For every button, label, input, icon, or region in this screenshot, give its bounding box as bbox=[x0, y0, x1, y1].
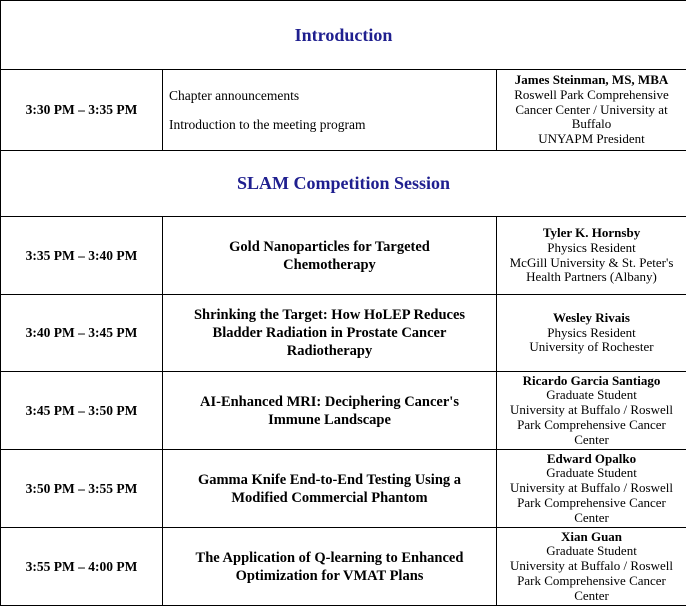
speaker-affiliation: Buffalo bbox=[499, 117, 684, 132]
talk-title bbox=[163, 295, 497, 372]
time-slot: 3:35 PM – 3:40 PM bbox=[1, 217, 163, 295]
speaker-affiliation: University of Rochester bbox=[499, 340, 684, 355]
talk-title bbox=[163, 450, 497, 528]
speaker-affiliation: Park Comprehensive Cancer bbox=[499, 418, 684, 433]
speaker-cell bbox=[497, 528, 686, 606]
agenda-row bbox=[1, 295, 686, 372]
speaker-affiliation: Center bbox=[499, 433, 684, 448]
topic-item: Introduction to the meeting program bbox=[169, 116, 490, 134]
speaker-name: Tyler K. Hornsby bbox=[499, 226, 684, 241]
talk-title-line: AI-Enhanced MRI: Deciphering Cancer's bbox=[171, 393, 488, 411]
agenda-row bbox=[1, 450, 686, 528]
time-slot: 3:55 PM – 4:00 PM bbox=[1, 528, 163, 606]
speaker-cell bbox=[497, 295, 686, 372]
talk-title-line: Radiotherapy bbox=[171, 342, 488, 360]
talk-title-line: Chemotherapy bbox=[171, 256, 488, 274]
time-slot: 3:40 PM – 3:45 PM bbox=[1, 295, 163, 372]
speaker-name: Edward Opalko bbox=[499, 452, 684, 467]
speaker-role: Graduate Student bbox=[499, 544, 684, 559]
agenda-row bbox=[1, 372, 686, 450]
speaker-name: Wesley Rivais bbox=[499, 311, 684, 326]
speaker-name: Xian Guan bbox=[499, 530, 684, 545]
speaker-role: Physics Resident bbox=[499, 326, 684, 341]
talk-title-line: Gamma Knife End-to-End Testing Using a bbox=[171, 471, 488, 489]
speaker-affiliation: University at Buffalo / Roswell bbox=[499, 403, 684, 418]
section-title-introduction: Introduction bbox=[1, 1, 686, 70]
topic-cell bbox=[163, 70, 497, 151]
time-slot: 3:50 PM – 3:55 PM bbox=[1, 450, 163, 528]
talk-title bbox=[163, 372, 497, 450]
agenda-row bbox=[1, 217, 686, 295]
agenda-row bbox=[1, 70, 686, 151]
talk-title-line: Immune Landscape bbox=[171, 411, 488, 429]
talk-title-line: Modified Commercial Phantom bbox=[171, 489, 488, 507]
time-slot: 3:45 PM – 3:50 PM bbox=[1, 372, 163, 450]
speaker-name: Ricardo Garcia Santiago bbox=[499, 374, 684, 389]
agenda-row bbox=[1, 528, 686, 606]
speaker-name: James Steinman, MS, MBA bbox=[499, 73, 684, 88]
topic-item: Chapter announcements bbox=[169, 87, 490, 105]
speaker-cell bbox=[497, 450, 686, 528]
speaker-cell bbox=[497, 217, 686, 295]
talk-title bbox=[163, 217, 497, 295]
section-header-row bbox=[1, 1, 686, 70]
talk-title-line: Shrinking the Target: How HoLEP Reduces bbox=[171, 306, 488, 324]
speaker-role: UNYAPM President bbox=[499, 132, 684, 147]
speaker-affiliation: Cancer Center / University at bbox=[499, 103, 684, 118]
section-header-row bbox=[1, 151, 686, 217]
speaker-cell bbox=[497, 372, 686, 450]
speaker-role: Physics Resident bbox=[499, 241, 684, 256]
speaker-affiliation: Center bbox=[499, 511, 684, 526]
speaker-affiliation: Park Comprehensive Cancer bbox=[499, 496, 684, 511]
speaker-affiliation: University at Buffalo / Roswell bbox=[499, 559, 684, 574]
speaker-affiliation: Center bbox=[499, 589, 684, 604]
time-slot: 3:30 PM – 3:35 PM bbox=[1, 70, 163, 151]
talk-title-line: The Application of Q-learning to Enhanced bbox=[171, 549, 488, 567]
speaker-affiliation: Park Comprehensive Cancer bbox=[499, 574, 684, 589]
speaker-affiliation: Roswell Park Comprehensive bbox=[499, 88, 684, 103]
speaker-role: Graduate Student bbox=[499, 466, 684, 481]
talk-title-line: Bladder Radiation in Prostate Cancer bbox=[171, 324, 488, 342]
section-title-slam: SLAM Competition Session bbox=[1, 151, 686, 217]
speaker-affiliation: McGill University & St. Peter's bbox=[499, 256, 684, 271]
speaker-cell bbox=[497, 70, 686, 151]
talk-title-line: Gold Nanoparticles for Targeted bbox=[171, 238, 488, 256]
speaker-role: Graduate Student bbox=[499, 388, 684, 403]
speaker-affiliation: University at Buffalo / Roswell bbox=[499, 481, 684, 496]
talk-title-line: Optimization for VMAT Plans bbox=[171, 567, 488, 585]
speaker-affiliation: Health Partners (Albany) bbox=[499, 270, 684, 285]
talk-title bbox=[163, 528, 497, 606]
